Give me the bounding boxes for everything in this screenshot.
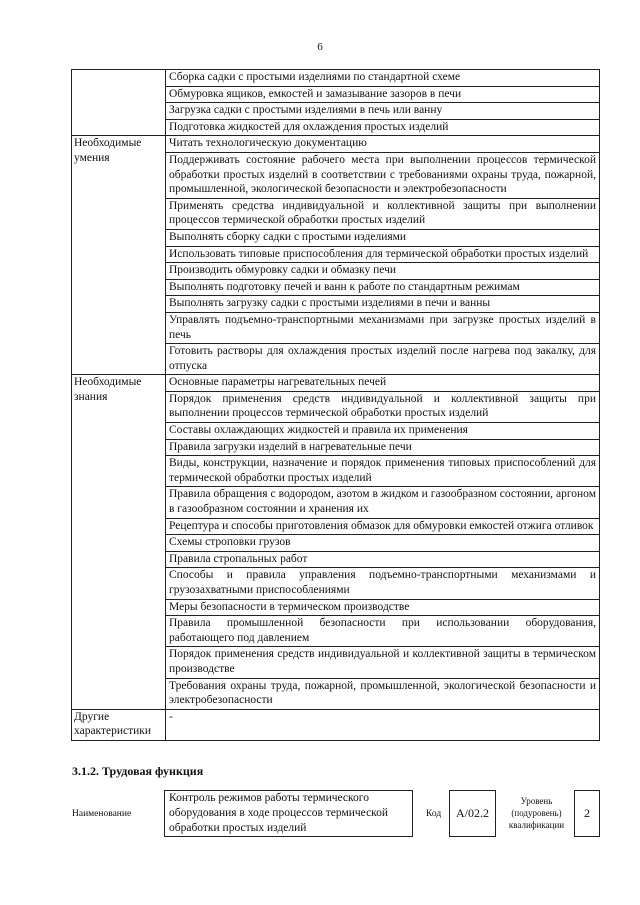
table-cell: Порядок применения средств индивидуальной и коллективной защиты при выполнении процессов термической обработки простых изделий xyxy=(166,391,600,422)
table-cell: Рецептура и способы приготовления обмазок для обмуровки емкостей отжига отливок xyxy=(166,518,600,535)
requirements-table xyxy=(71,69,600,741)
table-cell: Производить обмуровку садки и обмазку печи xyxy=(166,263,600,280)
page-number: 6 xyxy=(317,41,323,53)
table-cell: Загрузка садки с простыми изделиями в печь или ванну xyxy=(166,103,600,120)
name-label: Наименование xyxy=(72,809,132,819)
table-cell: Обмуровка ящиков, емкостей и замазывание зазоров в печи xyxy=(166,86,600,103)
row-group-label xyxy=(72,70,166,136)
table-cell: Читать технологическую документацию xyxy=(166,136,600,153)
section-heading: 3.1.2. Трудовая функция xyxy=(72,764,204,778)
table-row xyxy=(72,375,600,392)
table-cell: Подготовка жидкостей для охлаждения простых изделий xyxy=(166,119,600,136)
table-cell: Готовить растворы для охлаждения простых изделий после нагрева под закалку, для отпуска xyxy=(166,344,600,375)
row-group-label: Другие характеристики xyxy=(72,709,166,740)
table-cell: Основные параметры нагревательных печей xyxy=(166,375,600,392)
table-cell: Требования охраны труда, пожарной, промышленной, экологической безопасности и электробезопасности xyxy=(166,678,600,709)
level-label: Уровень (подуровень) квалификации xyxy=(508,796,565,830)
table-cell: Правила загрузки изделий в нагревательные печи xyxy=(166,439,600,456)
table-cell: - xyxy=(166,709,600,740)
table-cell: Сборка садки с простыми изделиями по стандартной схеме xyxy=(166,70,600,87)
table-cell: Правила стропальных работ xyxy=(166,551,600,568)
code-value-box: A/02.2 xyxy=(449,790,496,837)
function-name-box: Контроль режимов работы термического оборудования в ходе процессов термической обработки простых изделий xyxy=(164,790,413,837)
level-value-box: 2 xyxy=(574,790,600,837)
table-cell: Порядок применения средств индивидуальной и коллективной защиты в термическом производстве xyxy=(166,647,600,678)
table-cell: Способы и правила управления подъемно-транспортными механизмами и грузозахватными приспособлениями xyxy=(166,568,600,599)
table-cell: Составы охлаждающих жидкостей и правила их применения xyxy=(166,423,600,440)
row-group-label: Необходимые знания xyxy=(72,375,166,709)
table-cell: Правила промышленной безопасности при использовании оборудования, работающего под давлением xyxy=(166,616,600,647)
table-cell: Использовать типовые приспособления для термической обработки простых изделий xyxy=(166,246,600,263)
table-cell: Выполнять сборку садки с простыми изделиями xyxy=(166,229,600,246)
table-cell: Управлять подъемно-транспортными механизмами при загрузке простых изделий в печь xyxy=(166,312,600,343)
table-row xyxy=(72,709,600,740)
table-cell: Правила обращения с водородом, азотом в жидком и газообразном состоянии, аргоном в газообразном состоянии и хранения их xyxy=(166,487,600,518)
table-cell: Схемы строповки грузов xyxy=(166,535,600,552)
table-cell: Виды, конструкции, назначение и порядок применения типовых приспособлений для термической обработки простых изделий xyxy=(166,456,600,487)
code-label: Код xyxy=(426,809,442,819)
table-row xyxy=(72,136,600,153)
table-cell: Поддерживать состояние рабочего места при выполнении процессов термической обработки простых изделий в соответствии с требованиями охраны труда, пожарной, промышленной, экологической безопасности и электробезопасности xyxy=(166,152,600,198)
table-cell: Меры безопасности в термическом производстве xyxy=(166,599,600,616)
table-row xyxy=(72,70,600,87)
row-group-label: Необходимые умения xyxy=(72,136,166,375)
table-cell: Выполнять подготовку печей и ванн к работе по стандартным режимам xyxy=(166,279,600,296)
table-cell: Выполнять загрузку садки с простыми изделиями в печи и ванны xyxy=(166,296,600,313)
table-cell: Применять средства индивидуальной и коллективной защиты при выполнении процессов термической обработки простых изделий xyxy=(166,198,600,229)
